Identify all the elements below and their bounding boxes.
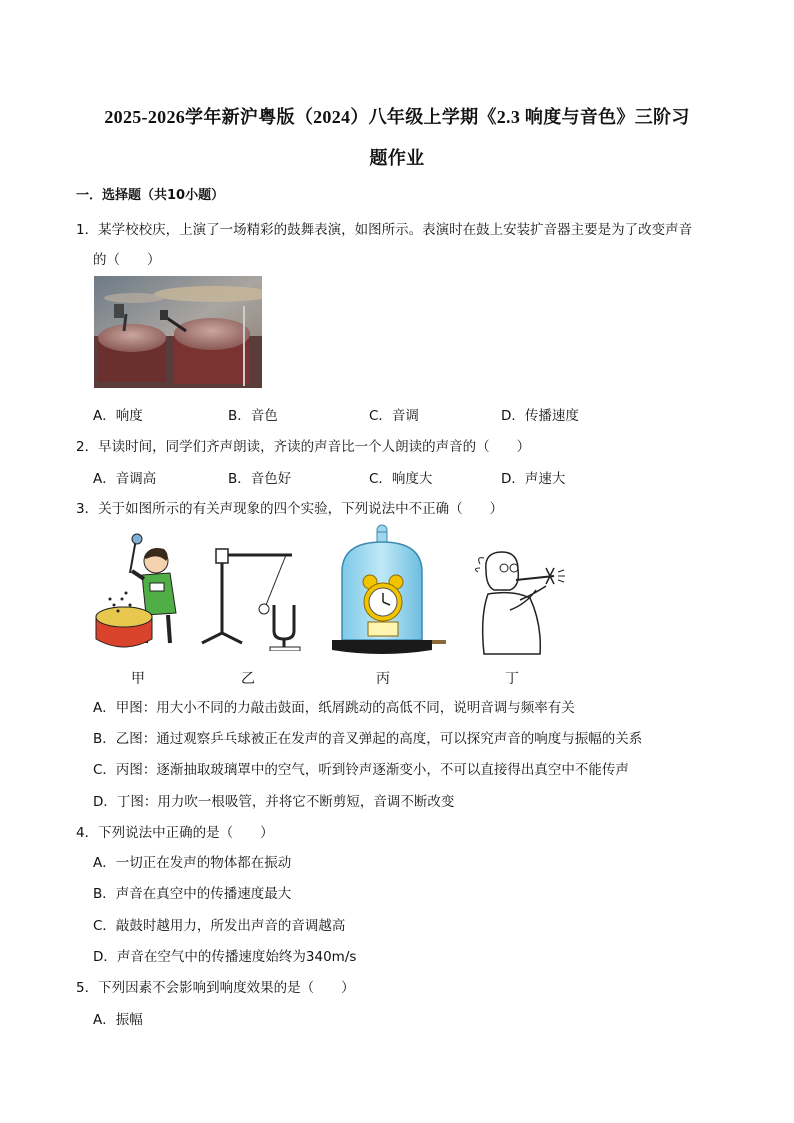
document-title-line-2: 题作业 (369, 148, 425, 168)
question-1-stem: 1．某学校校庆，上演了一场精彩的鼓舞表演，如图所示。表演时在鼓上安装扩音器主要是为了改变声音 (76, 222, 693, 238)
question-1-stem-cont: 的（ ） (93, 252, 161, 268)
drum-photo (94, 276, 262, 388)
figure-label-jia: 甲 (131, 671, 145, 687)
q5-option-a: A．振幅 (93, 1012, 143, 1028)
figure-label-yi: 乙 (241, 671, 255, 687)
q3-option-b: B．乙图：通过观察乒乓球被正在发声的音叉弹起的高度，可以探究声音的响度与振幅的关系 (93, 731, 643, 747)
q4-option-c: C．敲鼓时越用力，所发出声音的音调越高 (93, 918, 346, 934)
boy-drum-illustration (94, 533, 186, 657)
question-4-stem: 4．下列说法中正确的是（ ） (76, 825, 274, 841)
q1-option-b: B．音色 (228, 408, 278, 424)
q3-option-d: D．丁图：用力吹一根吸管，并将它不断剪短，音调不断改变 (93, 794, 455, 810)
q1-option-c: C．音调 (369, 408, 419, 424)
q2-option-b: B．音色好 (228, 471, 292, 487)
q2-option-a: A．音调高 (93, 471, 157, 487)
figure-label-ding: 丁 (505, 671, 519, 687)
q4-option-a: A．一切正在发声的物体都在振动 (93, 855, 292, 871)
q1-option-d: D．传播速度 (501, 408, 579, 424)
document-title-line-1: 2025-2026学年新沪粤版（2024）八年级上学期《2.3 响度与音色》三阶习 (104, 107, 690, 127)
section-heading: 一．选择题（共10小题） (76, 188, 225, 203)
q2-option-d: D．声速大 (501, 471, 566, 487)
q2-option-c: C．响度大 (369, 471, 433, 487)
figure-label-bing: 丙 (376, 671, 390, 687)
q1-option-a: A．响度 (93, 408, 143, 424)
tuning-fork-illustration (198, 543, 310, 651)
q3-option-c: C．丙图：逐渐抽取玻璃罩中的空气，听到铃声逐渐变小，不可以直接得出真空中不能传声 (93, 762, 629, 778)
bell-jar-illustration (332, 522, 448, 662)
question-5-stem: 5．下列因素不会影响到响度效果的是（ ） (76, 980, 355, 996)
q4-option-b: B．声音在真空中的传播速度最大 (93, 886, 292, 902)
q4-option-d: D．声音在空气中的传播速度始终为340m/s (93, 949, 357, 965)
question-2-stem: 2．早读时间，同学们齐声朗读，齐读的声音比一个人朗读的声音的（ ） (76, 439, 531, 455)
question-3-stem: 3．关于如图所示的有关声现象的四个实验，下列说法中不正确（ ） (76, 501, 504, 517)
q3-option-a: A．甲图：用大小不同的力敲击鼓面，纸屑跳动的高低不同，说明音调与频率有关 (93, 700, 575, 716)
straw-blowing-illustration (470, 546, 566, 658)
